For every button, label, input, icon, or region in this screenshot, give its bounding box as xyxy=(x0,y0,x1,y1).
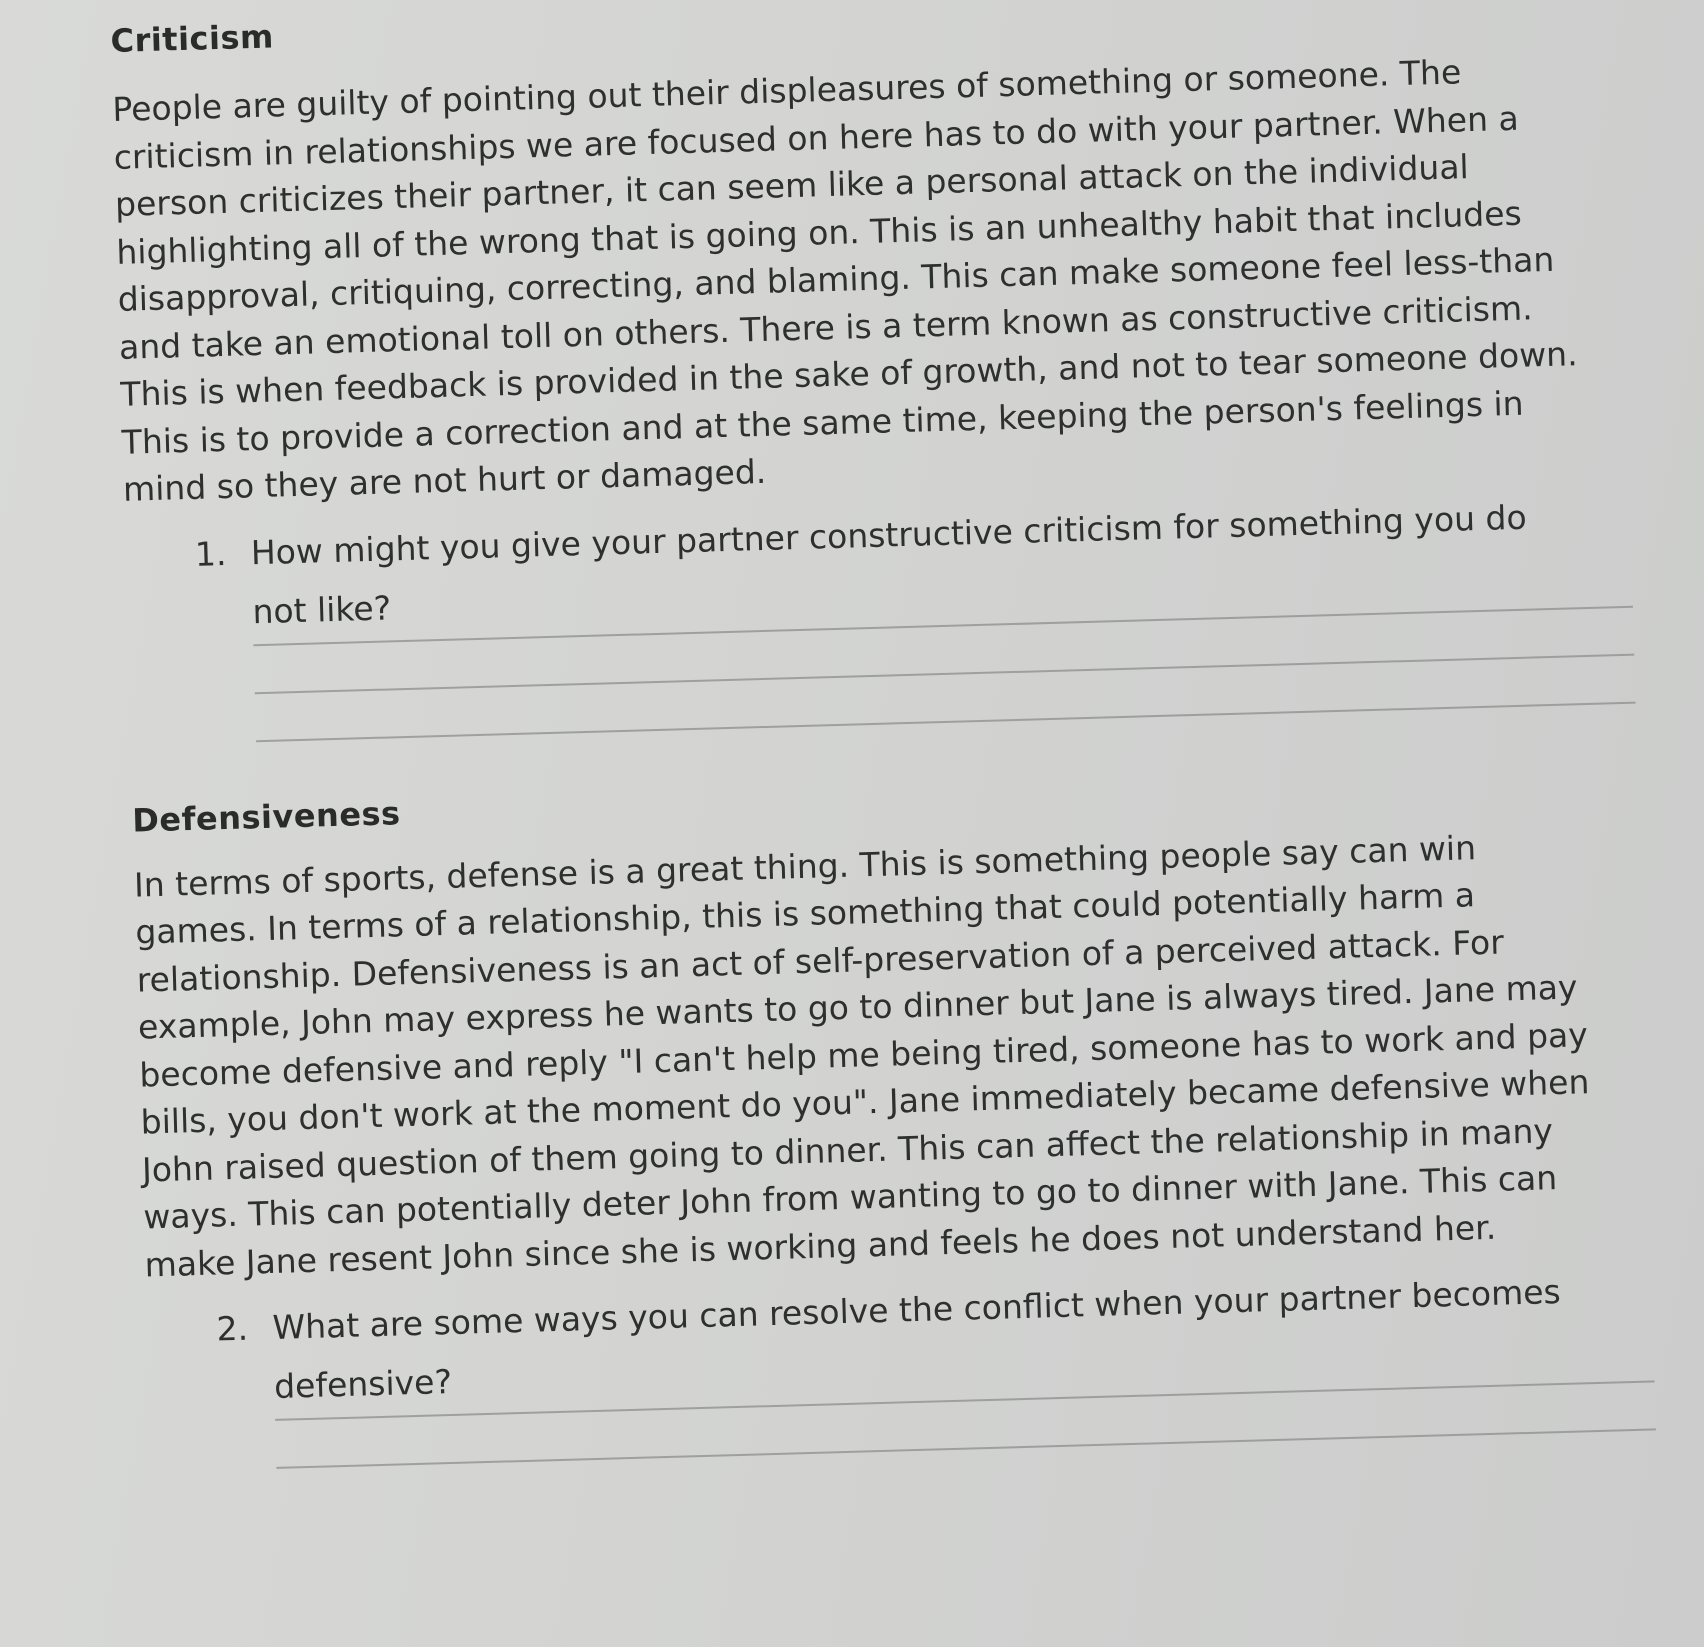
section-paragraph: In terms of sports, defense is a great thing. This is something people say can win games. In terms of a relationship, this is something that could potentially harm a relationship. Defensiveness is an act of self-preservation of a perceived attack. For example, John may express he wants to go to dinner but Jane is always tired. Jane may become defensive and reply "I can't help me being tired, someone has to work and pay bills, you don't work at the moment do you". Jane immediately became defensive when John raised question of them going to dinner. This can affect the relationship in many ways. This can potentially deter John from wanting to go to dinner with Jane. This can make Jane resent John since she is working and feels he does not understand her. xyxy=(133,827,1590,1285)
question-text-line2: not like? xyxy=(251,587,392,631)
section-heading: Defensiveness xyxy=(131,793,402,840)
question-number: 1. xyxy=(194,533,227,574)
question-text-line1: How might you give your partner constructive criticism for something you do xyxy=(250,497,1528,572)
question-text-line2: defensive? xyxy=(273,1361,453,1406)
section-paragraph: People are guilty of pointing out their displeasures of something or someone. The criticism in relationships we are focused on here has to do with your partner. When a person criticizes their partner, it can seem like a personal attack on the individual highlighting all of the wrong that is going on. This is an unhealthy habit that includes disapproval, critiquing, correcting, and blaming. This can make someone feel less-than and take an emotional toll on others. There is a term known as constructive criticism. This is when feedback is provided in the sake of growth, and not to tear someone down. This is to provide a correction and at the same time, keeping the person's feelings in mind so they are not hurt or damaged. xyxy=(111,52,1579,509)
answer-line[interactable] xyxy=(256,701,1636,742)
answer-line[interactable] xyxy=(276,1428,1656,1469)
section-criticism xyxy=(110,0,1670,745)
question-text-line1: What are some ways you can resolve the conflict when your partner becomes xyxy=(271,1271,1562,1347)
section-heading: Criticism xyxy=(110,17,275,60)
worksheet-page xyxy=(110,0,1690,1472)
question-number: 2. xyxy=(215,1308,249,1349)
answer-line[interactable] xyxy=(255,653,1635,694)
section-defensiveness xyxy=(132,758,1690,1472)
